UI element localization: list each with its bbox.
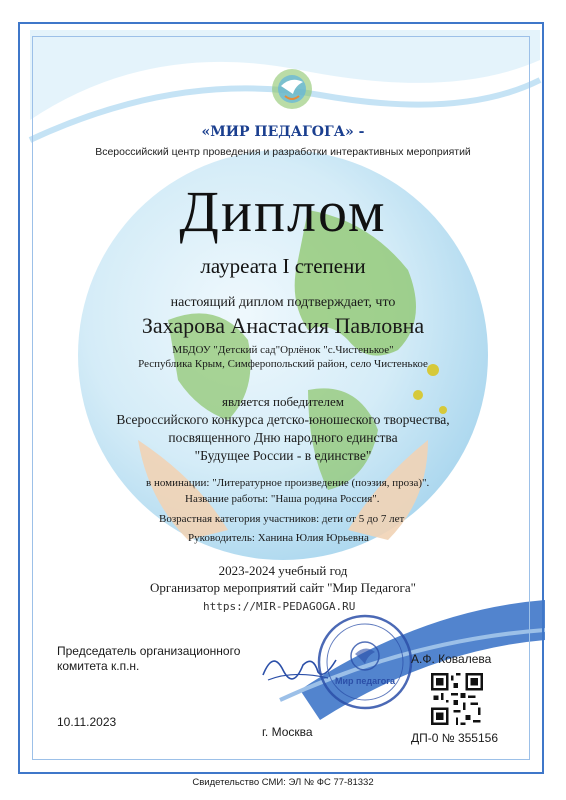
diploma-degree: лауреата I степени [200, 254, 366, 278]
organization-brand: «МИР ПЕДАГОГА» - [201, 124, 365, 140]
organization-subtitle: Всероссийский центр проведения и разработки интерактивных мероприятий [95, 146, 471, 158]
winner-text: является победителем [221, 394, 345, 409]
age-category-text: Возрастная категория участников: дети от 5 до 7 лет [159, 513, 405, 525]
organizer-text: Организатор мероприятий сайт "Мир Педагога" [150, 580, 416, 595]
school-year: 2023-2024 учебный год [218, 563, 348, 578]
city-text: г. Москва [262, 725, 313, 739]
qr-code-image[interactable] [431, 673, 483, 725]
confirmation-text: настоящий диплом подтверждает, что [170, 295, 396, 310]
official-stamp-seal [315, 612, 415, 712]
document-number: ДП-0 № 355156 [411, 731, 499, 745]
institution-name: МБДОУ "Детский сад"Орлёнок "с.Чистенькое" [172, 344, 394, 356]
work-title-text: Название работы: "Наша родина Россия". [185, 493, 380, 505]
institution-address: Республика Крым, Симферопольский район, село Чистенькое [138, 358, 428, 370]
website-link[interactable]: https://MIR-PEDAGOGA.RU [203, 600, 356, 613]
diploma-title: Диплом [179, 179, 387, 244]
dove-globe-logo-icon [269, 66, 315, 112]
recipient-name: Захарова Анастасия Павловна [141, 313, 425, 338]
chair-title-line-1: Председатель организационного [57, 644, 241, 658]
nomination-text: в номинации: "Литературное произведение (поэзия, проза)". [146, 477, 430, 489]
contest-line-1: Всероссийского конкурса детско-юношеского творчества, [116, 412, 450, 427]
chair-title-line-2: комитета к.п.н. [57, 659, 140, 673]
signer-name: А.Ф. Ковалева [411, 652, 492, 666]
supervisor-text: Руководитель: Ханина Юлия Юрьевна [188, 532, 369, 544]
stamp-text: Мир педагога [334, 676, 396, 686]
issue-date: 10.11.2023 [57, 715, 117, 729]
contest-line-2: посвященного Дню народного единства [168, 430, 398, 445]
media-certificate-text: Свидетельство СМИ: ЭЛ № ФС 77-81332 [192, 777, 374, 788]
contest-line-3: "Будущее России - в единстве" [194, 448, 372, 463]
